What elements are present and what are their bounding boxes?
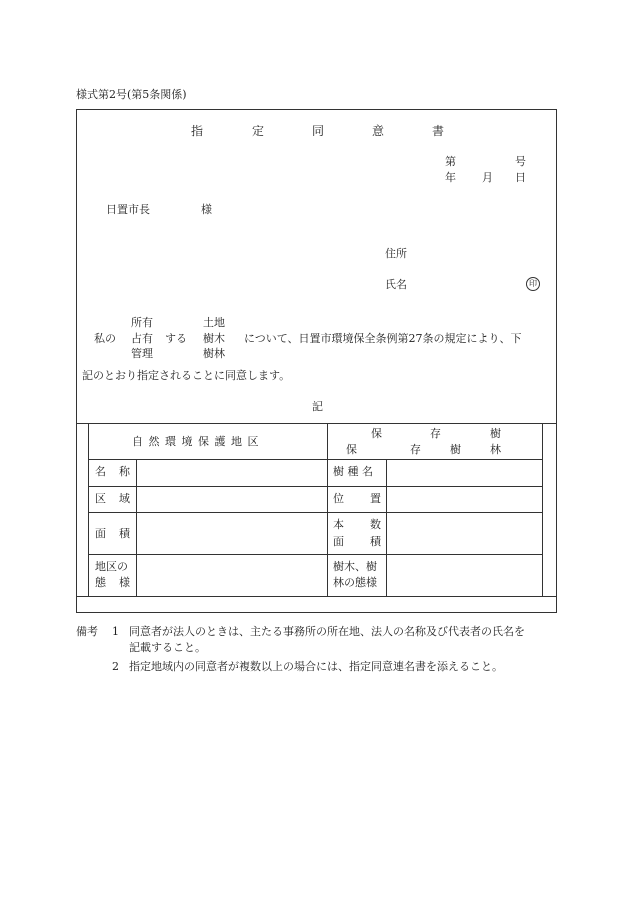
number-dai: 第 xyxy=(445,155,456,168)
row-label-district-state: 様 xyxy=(119,576,130,589)
statement-line1: について、日置市環境保全条例第27条の規定により、下 xyxy=(244,332,522,345)
row-label-tree-state: 林の態様 xyxy=(333,576,377,589)
note-number: 2 xyxy=(112,660,119,673)
right-header-char: 林 xyxy=(490,443,501,456)
row-label-count: 本 xyxy=(333,518,344,531)
ki-label: 記 xyxy=(312,400,323,413)
row-label-size: 積 xyxy=(119,527,130,540)
table-rule xyxy=(88,554,542,555)
statement-col1-item: 管理 xyxy=(131,347,153,360)
date-day: 日 xyxy=(515,171,526,184)
table-rule xyxy=(88,486,542,487)
table-rule xyxy=(386,459,387,596)
statement-col1-item: 占有 xyxy=(131,332,153,345)
addressee-sama: 様 xyxy=(201,203,212,216)
statement-suru: する xyxy=(165,332,187,345)
number-go: 号 xyxy=(515,155,526,168)
right-header-char: 存 xyxy=(410,443,421,456)
row-label-district-state: 地区の xyxy=(95,560,128,573)
table-rule xyxy=(88,459,542,460)
right-header-char: 樹 xyxy=(490,427,501,440)
row-label-count: 数 xyxy=(370,518,381,531)
notes-label: 備考 xyxy=(76,625,98,638)
right-header-char: 存 xyxy=(430,427,441,440)
table-rule xyxy=(76,596,557,597)
note-text: 指定地域内の同意者が複数以上の場合には、指定同意連名書を添えること。 xyxy=(129,660,503,673)
statement-col1-item: 所有 xyxy=(131,316,153,329)
statement-watashi: 私の xyxy=(94,332,116,345)
title-char: 意 xyxy=(372,124,385,138)
date-month: 月 xyxy=(482,171,493,184)
table-rule xyxy=(88,512,542,513)
table-rule xyxy=(136,459,137,596)
title-char: 同 xyxy=(312,124,325,138)
addressee-name: 日置市長 xyxy=(106,203,150,216)
row-label-tree-area: 面 xyxy=(333,535,344,548)
row-label-tree-area: 積 xyxy=(370,535,381,548)
left-header: 自 然 環 境 保 護 地 区 xyxy=(132,435,260,448)
note-text: 記載すること。 xyxy=(129,641,206,654)
title-char: 書 xyxy=(432,124,445,138)
row-label-species: 樹 種 名 xyxy=(333,465,373,478)
table-rule xyxy=(88,423,89,596)
seal-mark: 印 xyxy=(526,277,540,291)
table-rule xyxy=(327,423,328,596)
row-label-tree-state: 樹木、樹 xyxy=(333,560,377,573)
row-label-area: 域 xyxy=(119,492,130,505)
table-rule xyxy=(542,423,543,596)
title-char: 定 xyxy=(252,124,265,138)
row-label-location: 位 xyxy=(333,492,344,505)
form-number: 様式第2号(第5条関係) xyxy=(76,88,187,101)
title-char: 指 xyxy=(191,124,204,138)
row-label-name: 名 xyxy=(95,465,106,478)
right-header-char: 保 xyxy=(371,427,382,440)
statement-line2: 記のとおり指定されることに同意します。 xyxy=(82,369,291,382)
date-year: 年 xyxy=(445,171,456,184)
note-text: 同意者が法人のときは、主たる事務所の所在地、法人の名称及び代表者の氏名を xyxy=(129,625,525,638)
form-frame xyxy=(76,109,557,613)
note-number: 1 xyxy=(112,625,119,638)
name-label: 氏名 xyxy=(385,278,407,291)
row-label-name: 称 xyxy=(119,465,130,478)
statement-col2-item: 土地 xyxy=(203,316,225,329)
table-rule xyxy=(76,423,557,424)
right-header-char: 樹 xyxy=(450,443,461,456)
address-label: 住所 xyxy=(385,247,407,260)
row-label-area: 区 xyxy=(95,492,106,505)
row-label-location: 置 xyxy=(370,492,381,505)
statement-col2-item: 樹林 xyxy=(203,347,225,360)
row-label-size: 面 xyxy=(95,527,106,540)
right-header-char: 保 xyxy=(346,443,357,456)
statement-col2-item: 樹木 xyxy=(203,332,225,345)
row-label-district-state: 態 xyxy=(95,576,106,589)
